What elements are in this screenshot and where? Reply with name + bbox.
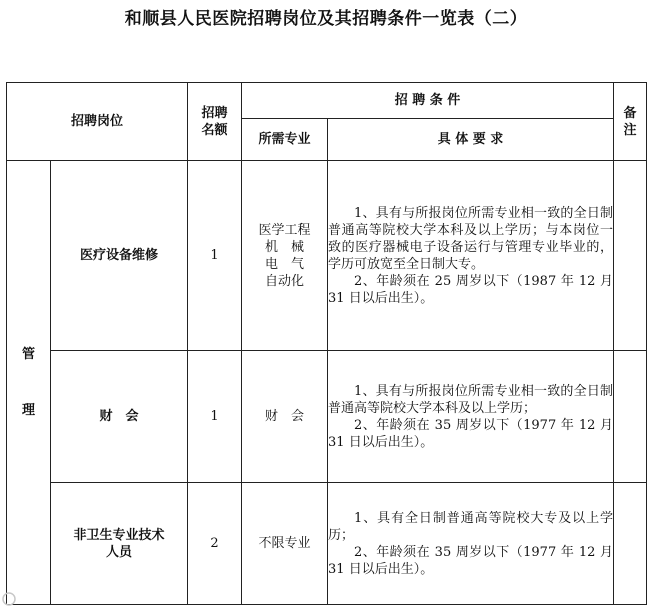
header-remarks-line1: 备 [623, 105, 637, 121]
position-line1: 医疗设备维修 [80, 248, 159, 263]
requirement-item: 1、具有与所报岗位所需专业相一致的全日制普通高等院校大学本科及以上学历； [328, 383, 614, 416]
remarks-cell [614, 351, 647, 483]
major-cell [242, 483, 328, 605]
header-quota [188, 83, 242, 161]
table-row [7, 483, 647, 605]
remarks-cell [614, 161, 647, 351]
major-line: 不限专业 [258, 536, 311, 551]
requirement-item: 2、年龄须在 35 周岁以下（1977 年 12 月 31 日以后出生）。 [328, 417, 614, 450]
major-cell [242, 351, 328, 483]
position-line1: 非卫生专业技术 [73, 527, 165, 543]
requirement-item: 2、年龄须在 35 周岁以下（1977 年 12 月 31 日以后出生）。 [328, 544, 614, 577]
requirements-cell [328, 483, 614, 605]
position-line1: 财 会 [99, 409, 139, 424]
header-remarks-line2: 注 [623, 122, 637, 138]
requirement-item: 1、具有全日制普通高等院校大专及以上学历； [328, 510, 614, 543]
header-quota-line1: 招聘 [201, 105, 228, 121]
major-line: 自动化 [265, 273, 305, 289]
header-quota-line2: 名额 [201, 122, 228, 138]
recruitment-table [6, 82, 647, 605]
category-char-1: 管 [21, 346, 35, 362]
quota-cell: 1 [188, 161, 242, 351]
category-cell [7, 161, 51, 605]
category-char-2: 理 [21, 402, 35, 418]
major-line: 医学工程 [258, 222, 311, 238]
requirement-item: 1、具有与所报岗位所需专业相一致的全日制普通高等院校大学本科及以上学历；与本岗位一致的医疗器械电子设备运行与管理专业毕业的，学历可放宽至全日制大专。 [328, 205, 614, 272]
quota-cell: 1 [188, 351, 242, 483]
header-conditions: 招 聘 条 件 [242, 83, 614, 119]
position-line2: 人员 [106, 544, 133, 560]
major-line: 机 械 [265, 239, 305, 255]
position-cell [51, 483, 188, 605]
header-position: 招聘岗位 [7, 83, 188, 161]
corner-mark-icon [0, 590, 18, 608]
header-row-1 [7, 83, 647, 119]
quota-cell: 2 [188, 483, 242, 605]
position-cell [51, 161, 188, 351]
major-line: 财 会 [265, 409, 305, 424]
major-line: 电 气 [265, 256, 305, 272]
header-requirements: 具 体 要 求 [328, 119, 614, 161]
requirement-item: 2、年龄须在 25 周岁以下（1987 年 12 月 31 日以后出生）。 [328, 273, 614, 306]
requirements-cell [328, 351, 614, 483]
table-row [7, 351, 647, 483]
header-major: 所需专业 [242, 119, 328, 161]
table-row [7, 161, 647, 351]
major-cell [242, 161, 328, 351]
remarks-cell [614, 483, 647, 605]
page-title: 和顺县人民医院招聘岗位及其招聘条件一览表（二） [124, 9, 528, 29]
header-remarks [614, 83, 647, 161]
position-cell [51, 351, 188, 483]
requirements-cell [328, 161, 614, 351]
